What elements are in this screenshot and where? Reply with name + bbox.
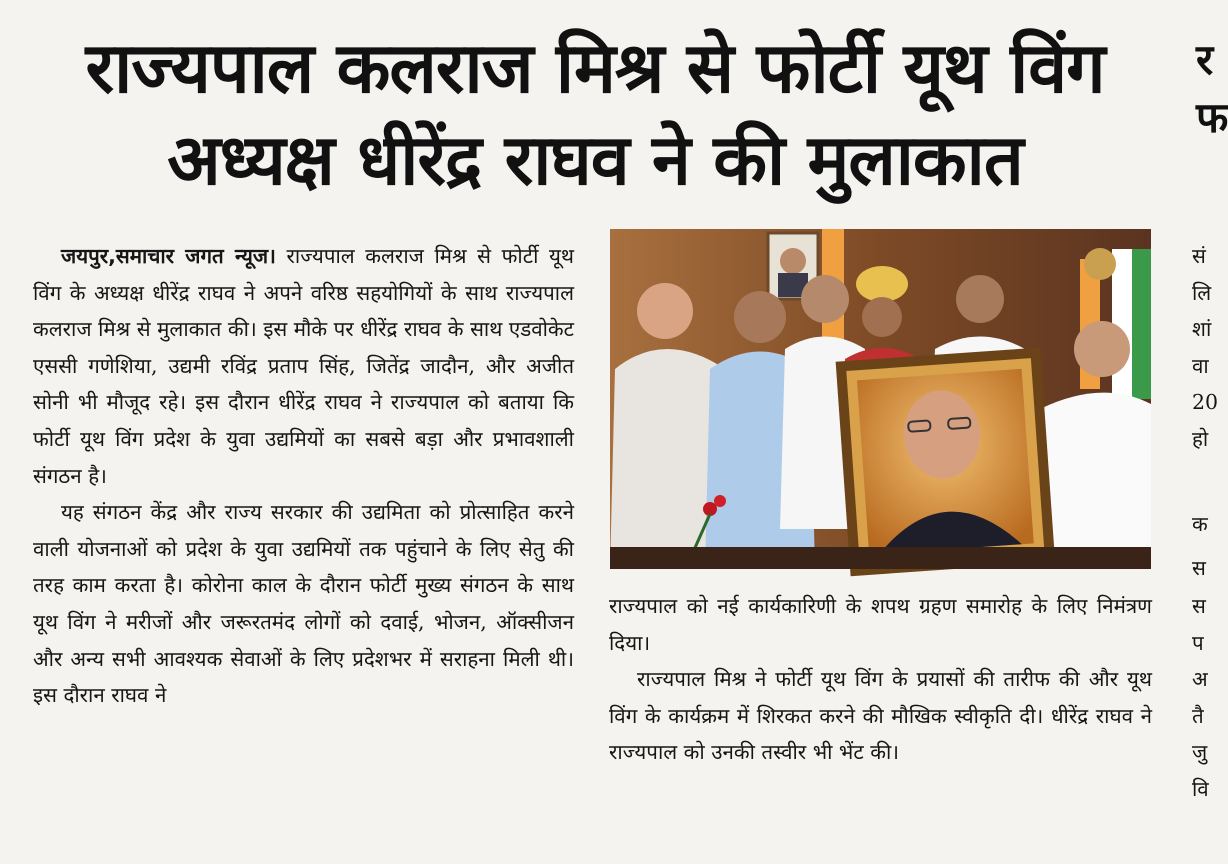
- adjacent-line-8: क: [1192, 512, 1208, 536]
- dateline: जयपुर,समाचार जगत न्यूज।: [61, 244, 276, 268]
- paragraph-1-text: राज्यपाल कलराज मिश्र से फोर्टी यूथ विंग के अध्यक्ष धीरेंद्र राघव ने अपने वरिष्ठ सहयोगियों के साथ राज्यपाल कलराज मिश्र से मुलाकात की। इस मौके पर धीरेंद्र राघव के साथ एडवोकेट एससी गणेशिया, उद्यमी रविंद्र प्रताप सिंह, जितेंद्र जादौन, और अजीत सोनी भी मौजूद रहे। इस दौरान धीरेंद्र राघव ने राज्यपाल को बताया कि फोर्टी यूथ विंग प्रदेश के युवा उद्यमियों का सबसे बड़ा और प्रभावशाली संगठन है।: [33, 244, 574, 488]
- paragraph-4: राज्यपाल मिश्र ने फोर्टी यूथ विंग के प्रयासों की तारीफ की और यूथ विंग के कार्यक्रम में शिरकत करने की मौखिक स्वीकृति दी। धीरेंद्र राघव ने राज्यपाल को उनकी तस्वीर भी भेंट की।: [609, 667, 1152, 765]
- news-photo: [610, 229, 1151, 569]
- paragraph-2: यह संगठन केंद्र और राज्य सरकार की उद्यमिता को प्रोत्साहित करने वाली योजनाओं को प्रदेश के युवा उद्यमियों तक पहुंचाने के लिए सेतु की तरह काम करता है। कोरोना काल के दौरान फोर्टी मुख्य संगठन के साथ यूथ विंग ने मरीजों और जरूरतमंद लोगों को दवाई, भोजन, ऑक्सीजन और अन्य सभी आवश्यक सेवाओं के लिए प्रदेशभर में सराहना मिली थी। इस दौरान राघव ने: [33, 500, 574, 708]
- adjacent-line-6: हो: [1192, 427, 1209, 451]
- adjacent-line-9: स: [1192, 556, 1206, 580]
- adjacent-line-4: वा: [1192, 353, 1209, 378]
- adjacent-line-15: वि: [1192, 777, 1209, 801]
- adjacent-line-3: शां: [1192, 317, 1212, 342]
- headline: [30, 22, 1160, 206]
- adjacent-line-11: प: [1192, 630, 1204, 655]
- adjacent-line-14: जु: [1192, 740, 1208, 765]
- photo-illustration: [610, 229, 1151, 569]
- article-column-middle: [609, 588, 1152, 771]
- paragraph-1: [33, 238, 574, 494]
- adjacent-line-13: तै: [1192, 703, 1204, 728]
- adjacent-headline-fragment-2: फ: [1196, 93, 1228, 142]
- adjacent-line-12: अ: [1192, 667, 1208, 692]
- headline-line-1: राज्यपाल कलराज मिश्र से फोर्टी यूथ विंग: [85, 27, 1105, 109]
- adjacent-line-5: 20: [1192, 390, 1219, 415]
- paragraph-3: राज्यपाल को नई कार्यकारिणी के शपथ ग्रहण समारोह के लिए निमंत्रण दिया।: [609, 594, 1152, 655]
- adjacent-line-1: सं: [1192, 244, 1206, 268]
- article-column-left: [33, 238, 574, 714]
- adjacent-line-10: स: [1192, 594, 1206, 618]
- adjacent-line-2: लि: [1192, 280, 1212, 305]
- adjacent-headline-fragment-1: र: [1196, 35, 1214, 84]
- headline-line-2: अध्यक्ष धीरेंद्र राघव ने की मुलाकात: [167, 119, 1023, 201]
